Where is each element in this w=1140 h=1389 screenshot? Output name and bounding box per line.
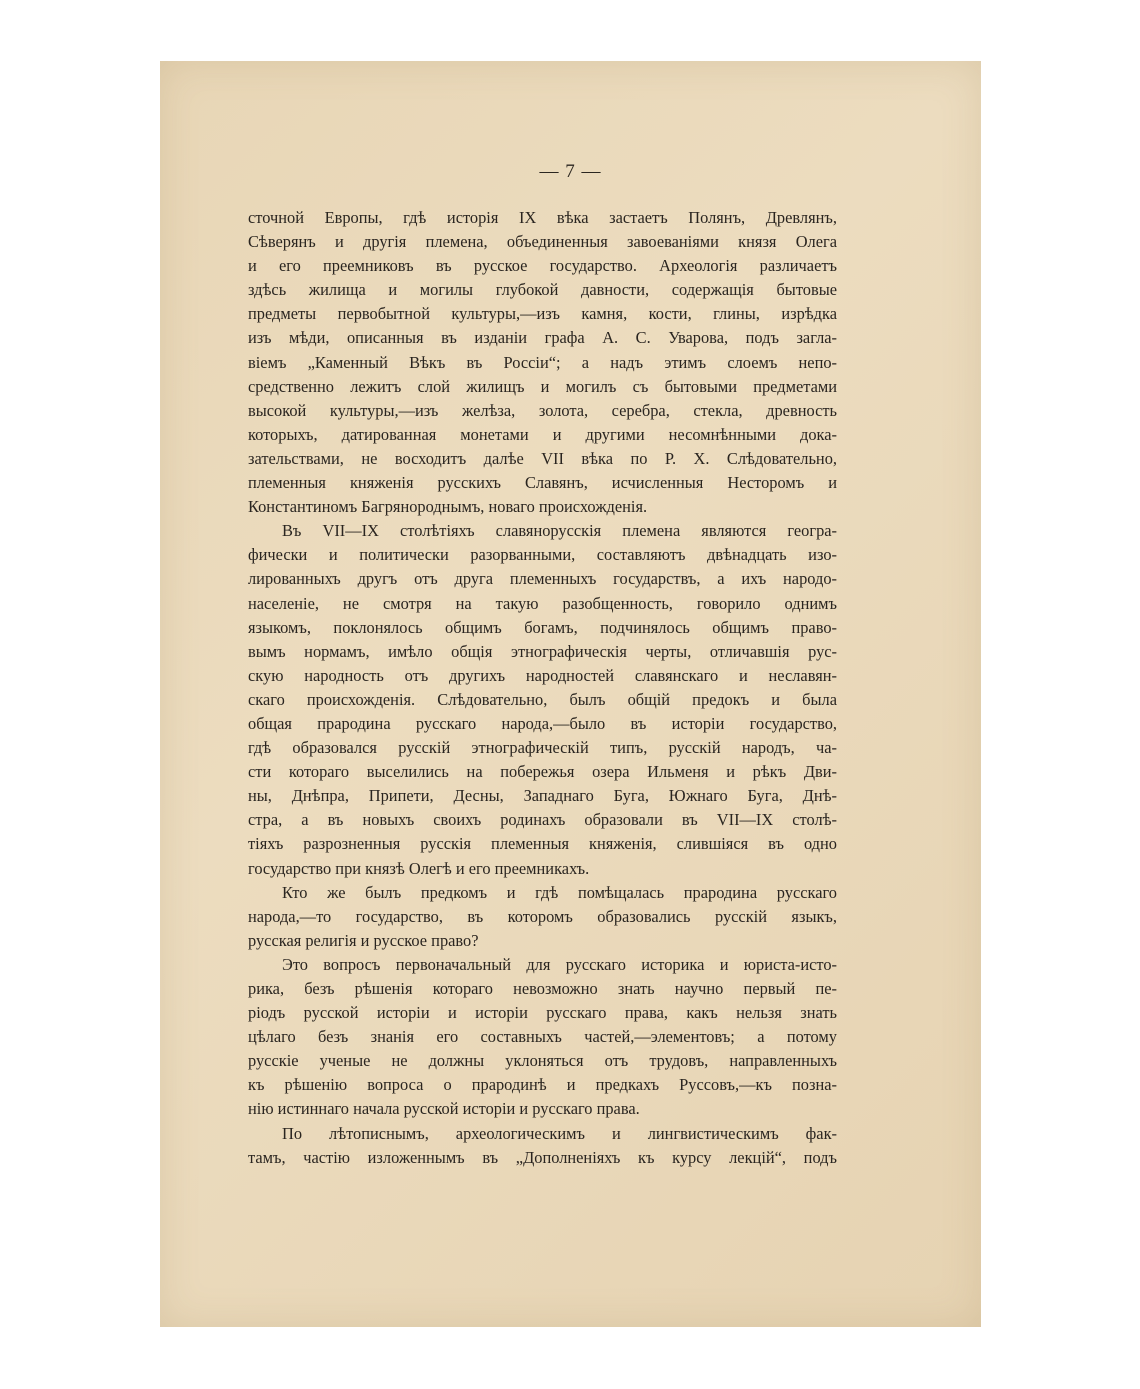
text-line: предметы первобытной культуры,—изъ камня, кости, глины, изрѣдка (248, 304, 837, 324)
page-number: — 7 — (539, 161, 602, 182)
body-text (248, 206, 837, 1170)
text-line: скую народность отъ другихъ народностей славянскаго и неславян- (248, 665, 837, 685)
text-line: населеніе, не смотря на такую разобщенность, говорило однимъ (248, 593, 837, 613)
text-line: вымъ нормамъ, имѣло общія этнографическія черты, отличавшія рус- (248, 641, 837, 661)
text-line: средственно лежитъ слой жилищъ и могилъ съ бытовыми предметами (248, 376, 837, 396)
text-line: сти котораго выселились на побережья озера Ильменя и рѣкъ Дви- (248, 762, 837, 782)
text-line: Это вопросъ первоначальный для русскаго историка и юриста-исто- (282, 954, 837, 974)
text-line: рика, безъ рѣшенія котораго невозможно знать научно первый пе- (248, 979, 837, 998)
text-line: Кто же былъ предкомъ и гдѣ помѣщалась прародина русскаго (282, 882, 837, 902)
text-line: къ рѣшенію вопроса о прародинѣ и предкахъ Руссовъ,—къ позна- (248, 1075, 837, 1095)
paragraph (248, 1122, 837, 1170)
text-line: высокой культуры,—изъ желѣза, золота, серебра, стекла, древность (248, 400, 837, 420)
text-line: общая прародина русскаго народа,—было въ исторіи государство, (248, 713, 837, 733)
text-line: государство при князѣ Олегѣ и его преемникахъ. (248, 858, 590, 878)
text-line: изъ мѣди, описанныя въ изданіи графа А. С. Уварова, подъ загла- (248, 328, 837, 348)
paragraph (248, 206, 837, 519)
text-line: Константиномъ Багрянороднымъ, новаго происхожденія. (248, 497, 648, 517)
text-line: зательствами, не восходитъ далѣе VII вѣка по Р. Х. Слѣдовательно, (248, 448, 837, 468)
text-line: русскіе ученые не должны уклоняться отъ трудовъ, направленныхъ (248, 1051, 837, 1071)
text-line: русская религія и русское право? (248, 930, 479, 950)
text-line: языкомъ, поклонялось общимъ богамъ, подчинялось общимъ право- (248, 617, 837, 637)
paragraph (248, 881, 837, 953)
text-line: скаго происхожденія. Слѣдовательно, былъ общій предокъ и была (248, 689, 837, 709)
text-line: ны, Днѣпра, Припети, Десны, Западнаго Буга, Южнаго Буга, Днѣ- (248, 786, 837, 806)
text-line: сточной Европы, гдѣ исторія IX вѣка застаетъ Полянъ, Древлянъ, (248, 208, 837, 227)
book-page (160, 61, 981, 1327)
text-line: здѣсь жилища и могилы глубокой давности, содержащія бытовые (248, 280, 837, 300)
text-line: лированныхъ другъ отъ друга племенныхъ государствъ, а ихъ народо- (248, 569, 837, 589)
text-line: Въ VII—IX столѣтіяхъ славянорусскія племена являются геогра- (282, 521, 837, 541)
text-line: віемъ „Каменный Вѣкъ въ Россіи“; а надъ этимъ слоемъ непо- (248, 352, 837, 372)
text-line: тіяхъ разрозненныя русскія племенныя княженія, слившіяся въ одно (248, 834, 837, 854)
text-line: тамъ, частію изложеннымъ въ „Дополненіяхъ къ курсу лекцій“, подъ (248, 1147, 837, 1167)
paragraph (248, 519, 837, 880)
text-line: нію истиннаго начала русской исторіи и русскаго права. (248, 1099, 640, 1119)
text-line: которыхъ, датированная монетами и другими несомнѣнными дока- (248, 424, 837, 444)
text-line: племенныя княженія русскихъ Славянъ, исчисленныя Несторомъ и (248, 473, 837, 493)
text-line: Сѣверянъ и другія племена, объединенныя завоеваніями князя Олега (248, 232, 837, 252)
text-line: народа,—то государство, въ которомъ образовались русскій языкъ, (248, 906, 837, 926)
text-line: стра, а въ новыхъ своихъ родинахъ образовали въ VII—IX столѣ- (248, 810, 837, 830)
text-line: гдѣ образовался русскій этнографическій типъ, русскій народъ, ча- (248, 738, 837, 758)
text-line: фически и политически разорванными, составляютъ двѣнадцать изо- (248, 545, 837, 565)
text-line: ріодъ русской исторіи и исторіи русскаго права, какъ нельзя знать (248, 1003, 837, 1023)
paragraph (248, 953, 837, 1122)
text-line: и его преемниковъ въ русское государство. Археологія различаетъ (248, 256, 837, 276)
text-line: По лѣтописнымъ, археологическимъ и лингвистическимъ фак- (282, 1123, 837, 1143)
text-line: цѣлаго безъ знанія его составныхъ частей,—элементовъ; а потому (248, 1027, 837, 1047)
